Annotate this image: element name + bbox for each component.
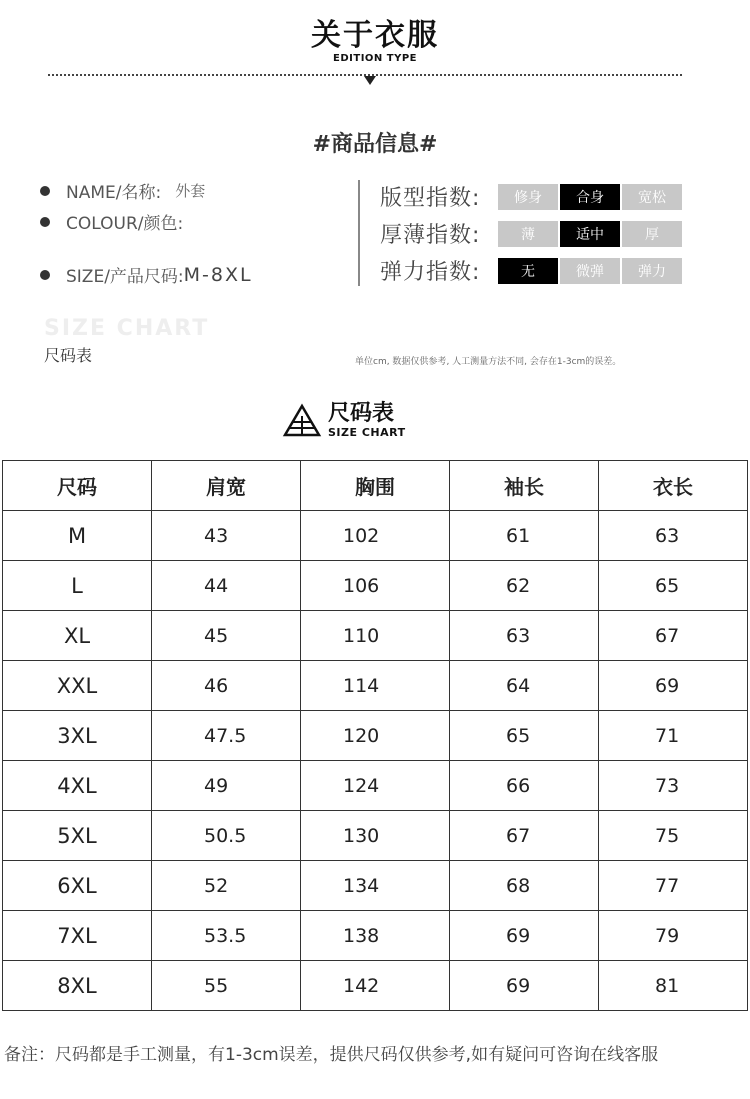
shoulder-cell: 43	[152, 511, 301, 561]
ruler-triangle-icon	[282, 403, 322, 439]
shoulder-cell: 50.5	[152, 811, 301, 861]
stretch-option-stretch: 弹力	[622, 258, 682, 284]
size-cell: 8XL	[3, 961, 152, 1011]
sleeve-cell: 67	[450, 811, 599, 861]
page-subtitle: EDITION TYPE	[333, 53, 417, 64]
header-sleeve: 袖长	[450, 461, 599, 511]
header-length: 衣长	[599, 461, 748, 511]
chest-cell: 134	[301, 861, 450, 911]
shoulder-cell: 45	[152, 611, 301, 661]
chart-heading	[282, 402, 406, 439]
page-title: 关于衣服	[311, 18, 439, 53]
bullet-icon	[40, 186, 50, 196]
size-cell: M	[3, 511, 152, 561]
fit-option-loose: 宽松	[622, 184, 682, 210]
table-row	[3, 711, 748, 761]
length-cell: 71	[599, 711, 748, 761]
length-cell: 77	[599, 861, 748, 911]
table-header-row	[3, 461, 748, 511]
header-size: 尺码	[3, 461, 152, 511]
sleeve-cell: 62	[450, 561, 599, 611]
size-cell: XXL	[3, 661, 152, 711]
table-row	[3, 911, 748, 961]
length-cell: 65	[599, 561, 748, 611]
thickness-option-medium: 适中	[560, 221, 620, 247]
size-label: SIZE/产品尺码:	[66, 267, 184, 287]
size-table	[2, 460, 748, 1011]
size-cell: 7XL	[3, 911, 152, 961]
section-heading: #商品信息#	[312, 132, 438, 157]
thickness-option-thin: 薄	[498, 221, 558, 247]
header-chest: 胸围	[301, 461, 450, 511]
length-cell: 81	[599, 961, 748, 1011]
size-chart-label: 尺码表	[44, 346, 93, 365]
length-cell: 73	[599, 761, 748, 811]
fit-option-slim: 修身	[498, 184, 558, 210]
colour-label: COLOUR/颜色:	[66, 214, 184, 234]
header-shoulder: 肩宽	[152, 461, 301, 511]
thickness-index-label: 厚薄指数:	[380, 223, 481, 248]
chest-cell: 142	[301, 961, 450, 1011]
size-cell: 4XL	[3, 761, 152, 811]
chart-title-cn: 尺码表	[328, 401, 395, 426]
thickness-option-thick: 厚	[622, 221, 682, 247]
shoulder-cell: 47.5	[152, 711, 301, 761]
size-cell: XL	[3, 611, 152, 661]
measurement-note: 单位cm, 数据仅供参考, 人工测量方法不同, 会存在1-3cm的误差。	[355, 357, 622, 367]
table-row	[3, 661, 748, 711]
size-cell: 5XL	[3, 811, 152, 861]
vertical-divider	[358, 180, 360, 286]
fit-option-regular: 合身	[560, 184, 620, 210]
chest-cell: 138	[301, 911, 450, 961]
sleeve-cell: 68	[450, 861, 599, 911]
table-row	[3, 761, 748, 811]
fit-index-label: 版型指数:	[380, 186, 481, 211]
chest-cell: 130	[301, 811, 450, 861]
chest-cell: 114	[301, 661, 450, 711]
name-label: NAME/名称:	[66, 183, 162, 203]
chest-cell: 110	[301, 611, 450, 661]
sleeve-cell: 65	[450, 711, 599, 761]
sleeve-cell: 69	[450, 911, 599, 961]
size-value: M-8XL	[183, 263, 253, 286]
info-size-row	[40, 262, 253, 287]
table-row	[3, 561, 748, 611]
table-row	[3, 611, 748, 661]
size-cell: 3XL	[3, 711, 152, 761]
stretch-option-slight: 微弹	[560, 258, 620, 284]
thickness-index-row	[380, 218, 684, 249]
footer-note: 备注：尺码都是手工测量，有1-3cm误差，提供尺码仅供参考,如有疑问可咨询在线客服	[4, 1045, 659, 1065]
stretch-option-none: 无	[498, 258, 558, 284]
table-row	[3, 861, 748, 911]
chest-cell: 102	[301, 511, 450, 561]
table-row	[3, 961, 748, 1011]
shoulder-cell: 49	[152, 761, 301, 811]
info-name-row	[40, 178, 205, 203]
size-cell: 6XL	[3, 861, 152, 911]
fit-index-row	[380, 181, 684, 212]
shoulder-cell: 52	[152, 861, 301, 911]
length-cell: 79	[599, 911, 748, 961]
info-colour-row	[40, 209, 183, 234]
sleeve-cell: 61	[450, 511, 599, 561]
chest-cell: 106	[301, 561, 450, 611]
chest-cell: 120	[301, 711, 450, 761]
sleeve-cell: 63	[450, 611, 599, 661]
chest-cell: 124	[301, 761, 450, 811]
sleeve-cell: 64	[450, 661, 599, 711]
size-cell: L	[3, 561, 152, 611]
length-cell: 75	[599, 811, 748, 861]
table-row	[3, 811, 748, 861]
shoulder-cell: 44	[152, 561, 301, 611]
size-chart-watermark: SIZE CHART	[44, 316, 210, 341]
length-cell: 67	[599, 611, 748, 661]
table-row	[3, 511, 748, 561]
shoulder-cell: 55	[152, 961, 301, 1011]
sleeve-cell: 69	[450, 961, 599, 1011]
arrow-down-icon	[364, 76, 376, 85]
shoulder-cell: 46	[152, 661, 301, 711]
length-cell: 69	[599, 661, 748, 711]
bullet-icon	[40, 217, 50, 227]
stretch-index-label: 弹力指数:	[380, 260, 481, 285]
bullet-icon	[40, 270, 50, 280]
sleeve-cell: 66	[450, 761, 599, 811]
chart-title-en: SIZE CHART	[328, 426, 406, 439]
shoulder-cell: 53.5	[152, 911, 301, 961]
name-value: 外套	[175, 182, 206, 200]
length-cell: 63	[599, 511, 748, 561]
stretch-index-row	[380, 255, 684, 286]
